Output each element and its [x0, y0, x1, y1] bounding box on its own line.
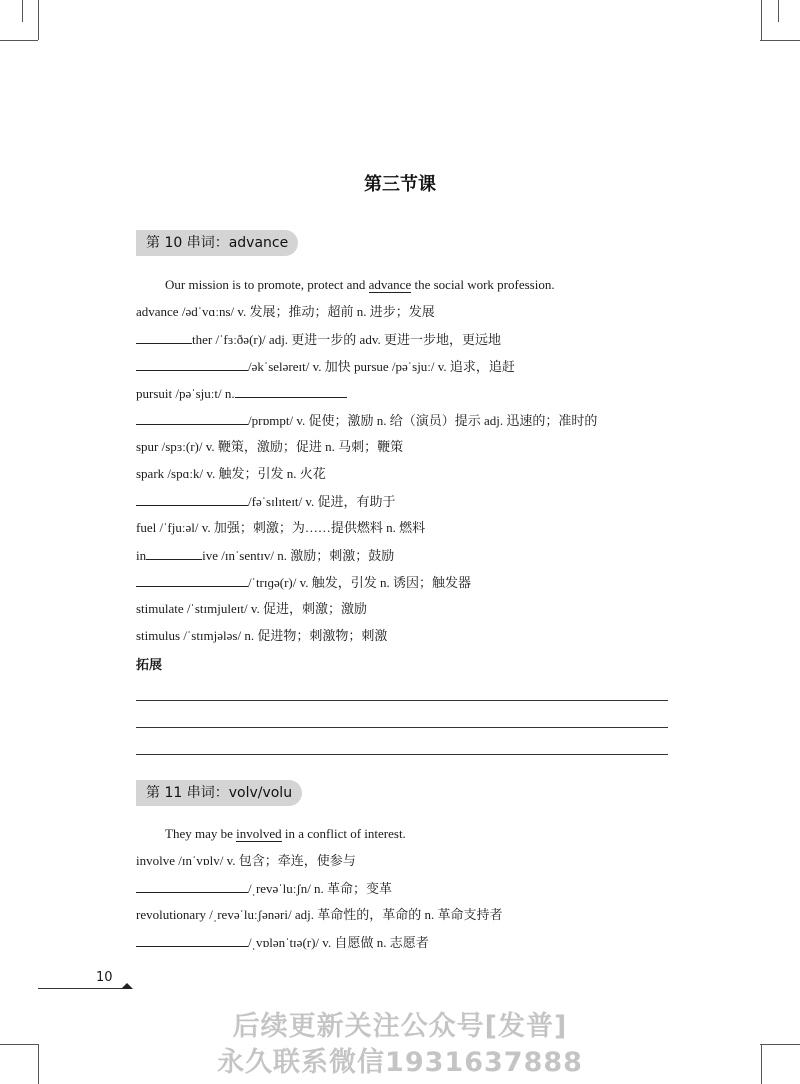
- footer-triangle-icon: [121, 983, 133, 989]
- writing-line[interactable]: [136, 700, 668, 701]
- example-sentence-11: [165, 825, 406, 843]
- crop-mark: [0, 40, 38, 41]
- crop-mark: [761, 0, 762, 40]
- entry-line: [136, 573, 471, 592]
- entry-line: [136, 438, 403, 456]
- crop-mark: [760, 40, 800, 41]
- entry-line: [136, 492, 396, 511]
- entry-text: /ˈtrɪɡə(r)/ v. 触发，引发 n. 诱因；触发器: [248, 575, 472, 590]
- fill-blank[interactable]: [136, 357, 248, 371]
- footer-rule: [38, 988, 122, 989]
- fill-blank[interactable]: [136, 411, 248, 425]
- fill-blank[interactable]: [235, 384, 347, 398]
- example-pre: They may be: [165, 826, 237, 841]
- crop-mark: [22, 0, 23, 22]
- example-pre: Our mission is to promote, protect and: [165, 277, 369, 292]
- writing-line[interactable]: [136, 727, 668, 728]
- fill-blank[interactable]: [136, 492, 248, 506]
- entry-text: ive /ɪnˈsentɪv/ n. 激励；刺激；鼓励: [202, 548, 395, 563]
- page-number: 10: [96, 970, 113, 985]
- entry-line: [136, 330, 501, 349]
- entry-text: /ˌrevəˈluːʃn/ n. 革命；变革: [248, 881, 393, 896]
- section-tag-11: 第 11 串词：volv/volu: [136, 780, 302, 806]
- entry-text: spark /spɑːk/ v. 触发；引发 n. 火花: [136, 466, 326, 481]
- entry-text: in: [136, 548, 147, 563]
- fill-blank[interactable]: [136, 330, 192, 344]
- entry-line: [136, 465, 326, 483]
- entry-text: pursuit /pəˈsjuːt/ n.: [136, 386, 235, 401]
- entry-line: [136, 411, 597, 430]
- entry-line: [136, 357, 515, 376]
- entry-line: [136, 546, 394, 565]
- entry-text: /ˌvɒlənˈtɪə(r)/ v. 自愿做 n. 志愿者: [248, 935, 429, 950]
- entry-line: [136, 303, 435, 321]
- entry-line: [136, 879, 392, 898]
- entry-line: [136, 852, 356, 870]
- entry-text: advance /ədˈvɑːns/ v. 发展；推动；超前 n. 进步；发展: [136, 304, 435, 319]
- example-post: in a conflict of interest.: [281, 826, 406, 841]
- example-keyword: involved: [236, 826, 282, 841]
- example-sentence-10: [165, 276, 555, 294]
- crop-mark: [778, 0, 779, 22]
- fill-blank[interactable]: [136, 573, 248, 587]
- section-tag-10: 第 10 串词：advance: [136, 230, 298, 256]
- entry-text: /əkˈseləreɪt/ v. 加快 pursue /pəˈsjuː/ v. 追求，追赶: [248, 359, 515, 374]
- entry-line: [136, 384, 347, 403]
- entry-text: spur /spɜː(r)/ v. 鞭策，激励；促进 n. 马刺；鞭策: [136, 439, 404, 454]
- entry-text: involve /ɪnˈvɒlv/ v. 包含；牵连，使参与: [136, 853, 356, 868]
- fill-blank[interactable]: [146, 546, 202, 560]
- entry-text: stimulus /ˈstɪmjələs/ n. 促进物；刺激物；刺激: [136, 628, 388, 643]
- watermark-line-1: 后续更新关注公众号[发普]: [232, 1011, 568, 1042]
- extension-label: 拓展: [136, 658, 163, 673]
- page-title: 第三节课: [364, 174, 436, 195]
- crop-mark: [38, 0, 39, 40]
- watermark-line-2: 永久联系微信1931637888: [217, 1047, 583, 1078]
- entry-line: [136, 933, 429, 952]
- entry-text: /fəˈsɪlɪteɪt/ v. 促进，有助于: [248, 494, 396, 509]
- entry-line: [136, 906, 502, 924]
- entry-line: [136, 519, 425, 537]
- entry-line: [136, 600, 367, 618]
- entry-text: revolutionary /ˌrevəˈluːʃənəri/ adj. 革命性的，革命的 n. 革命支持者: [136, 907, 503, 922]
- entry-text: ther /ˈfɜːðə(r)/ adj. 更进一步的 adv. 更进一步地，更远地: [192, 332, 501, 347]
- entry-text: fuel /ˈfjuːəl/ v. 加强；刺激；为……提供燃料 n. 燃料: [136, 520, 426, 535]
- example-post: the social work profession.: [411, 277, 555, 292]
- entry-line: [136, 627, 387, 645]
- example-keyword: advance: [368, 277, 412, 292]
- fill-blank[interactable]: [136, 933, 248, 947]
- fill-blank[interactable]: [136, 879, 248, 893]
- entry-text: stimulate /ˈstɪmjuleɪt/ v. 促进，刺激；激励: [136, 601, 367, 616]
- writing-line[interactable]: [136, 754, 668, 755]
- entry-text: /prɒmpt/ v. 促使；激励 n. 给（演员）提示 adj. 迅速的；准时的: [248, 413, 598, 428]
